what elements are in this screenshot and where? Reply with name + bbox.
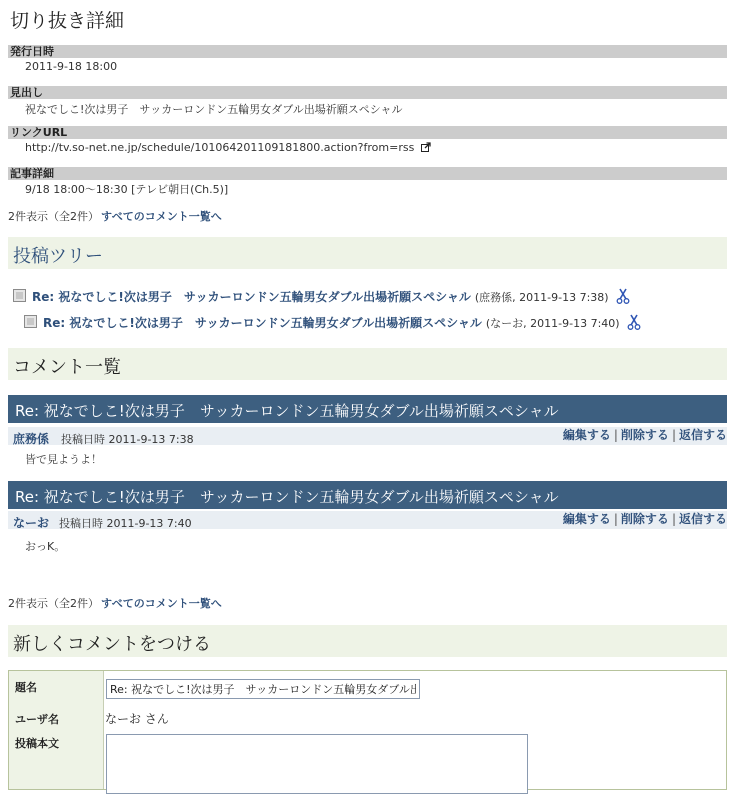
comment-meta-row [8, 511, 727, 529]
comments-heading-box [8, 348, 727, 380]
detail-label: 記事詳細 [10, 167, 54, 180]
page-title: 切り抜き詳細 [10, 10, 125, 32]
reply-button[interactable]: 返信する [678, 512, 727, 526]
new-comment-form [8, 670, 727, 790]
edit-button[interactable]: 編集する [562, 428, 611, 442]
headline-label: 見出し [10, 86, 43, 99]
comment-date: 投稿日時 2011-9-13 7:40 [59, 517, 192, 530]
form-divider [103, 671, 104, 789]
post-node-icon [13, 289, 26, 302]
comment-author[interactable]: 庶務係 [13, 432, 50, 446]
edit-button[interactable]: 編集する [562, 512, 611, 526]
body-textarea[interactable] [106, 734, 528, 794]
delete-button[interactable]: 削除する [620, 512, 669, 526]
delete-button[interactable]: 削除する [620, 428, 669, 442]
subject-label: 題名 [15, 681, 37, 694]
comment-body: おっK。 [25, 540, 66, 553]
comment-date: 投稿日時 2011-9-13 7:38 [61, 433, 194, 446]
tree-item [13, 288, 630, 305]
username-value: なーお さん [105, 712, 169, 726]
comment-count-top [8, 208, 222, 224]
field-bar-date [8, 45, 727, 58]
url-label: リンクURL [10, 126, 68, 139]
comment-meta-row [8, 427, 727, 445]
username-label: ユーザ名 [15, 713, 59, 726]
field-bar-url [8, 126, 727, 139]
comment-actions: 編集する | 削除する | 返信する [562, 428, 727, 442]
external-link-icon[interactable] [421, 142, 431, 152]
scissors-icon[interactable] [627, 314, 641, 330]
tree-item-link[interactable]: Re: 祝なでしこ!次は男子 サッカーロンドン五輪男女ダブル出場祈願スペシャル [32, 290, 471, 304]
headline-value: 祝なでしこ!次は男子 サッカーロンドン五輪男女ダブル出場祈願スペシャル [25, 103, 403, 116]
field-bar-headline [8, 86, 727, 99]
tree-item-meta: (庶務係, 2011-9-13 7:38) [474, 291, 609, 304]
url-link[interactable]: http://tv.so-net.ne.jp/schedule/101064201109181800.action?from=rss [25, 141, 415, 154]
reply-button[interactable]: 返信する [678, 428, 727, 442]
new-comment-heading-box [8, 625, 727, 657]
url-row [25, 141, 431, 154]
tree-item-meta: (なーお, 2011-9-13 7:40) [485, 317, 620, 330]
field-bar-detail [8, 167, 727, 180]
detail-value: 9/18 18:00～18:30 [テレビ朝日(Ch.5)] [25, 183, 229, 196]
comment-body: 皆で見ようよ！ [25, 453, 102, 466]
date-value: 2011-9-18 18:00 [25, 60, 118, 73]
date-label: 発行日時 [10, 45, 54, 58]
tree-heading-box [8, 237, 727, 269]
scissors-icon[interactable] [616, 288, 630, 304]
comment-count-text: 2件表示（全2件） [8, 597, 99, 610]
tree-item [24, 314, 641, 331]
body-label: 投稿本文 [15, 737, 59, 750]
comment-title-bar [8, 395, 727, 423]
comment-count-bottom [8, 595, 222, 611]
comment-author[interactable]: なーお [13, 516, 50, 530]
comment-count-text: 2件表示（全2件） [8, 210, 99, 223]
comment-title: Re: 祝なでしこ!次は男子 サッカーロンドン五輪男女ダブル出場祈願スペシャル [15, 402, 559, 420]
comment-actions: 編集する | 削除する | 返信する [562, 512, 727, 526]
comments-heading: コメント一覧 [13, 357, 121, 378]
subject-input[interactable] [106, 679, 420, 699]
tree-heading: 投稿ツリー [13, 246, 103, 267]
all-comments-link[interactable]: すべてのコメント一覧へ [101, 597, 222, 610]
all-comments-link[interactable]: すべてのコメント一覧へ [101, 210, 222, 223]
post-node-icon [24, 315, 37, 328]
comment-title-bar [8, 481, 727, 509]
new-comment-heading: 新しくコメントをつける [13, 634, 211, 655]
tree-item-link[interactable]: Re: 祝なでしこ!次は男子 サッカーロンドン五輪男女ダブル出場祈願スペシャル [43, 316, 482, 330]
comment-title: Re: 祝なでしこ!次は男子 サッカーロンドン五輪男女ダブル出場祈願スペシャル [15, 488, 559, 506]
